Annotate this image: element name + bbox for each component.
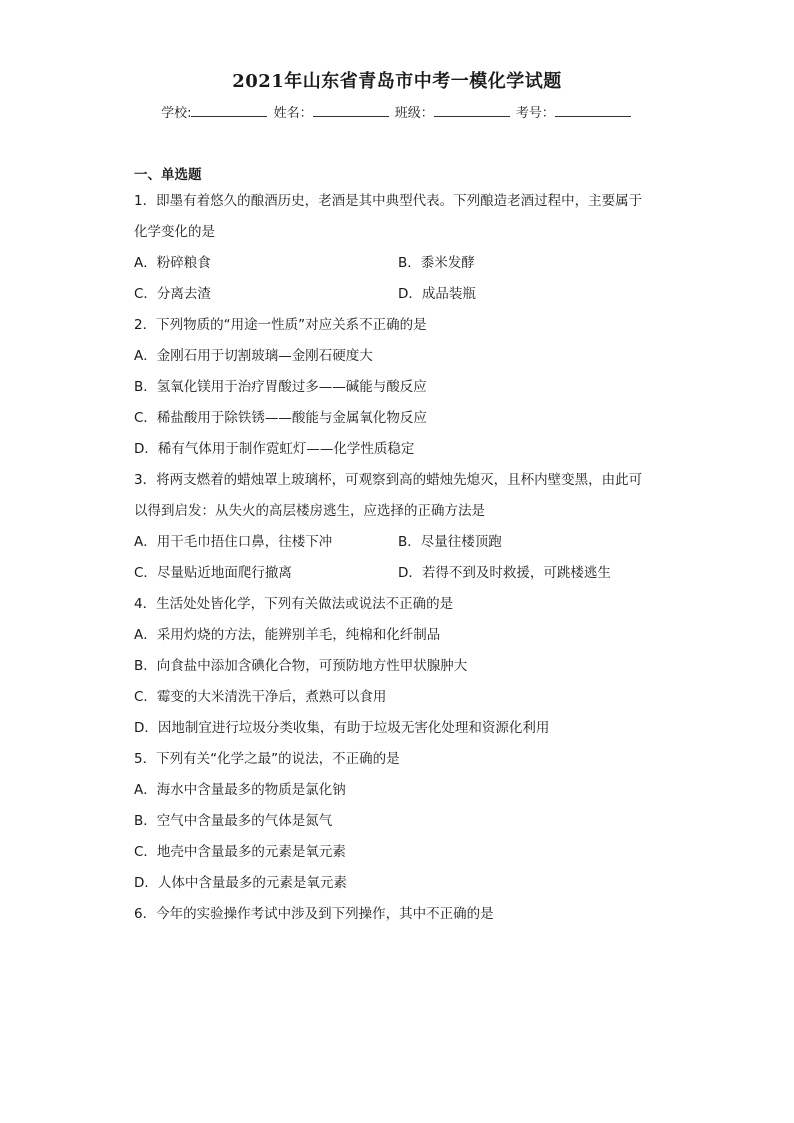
- option-b: B．尽量往楼顶跑: [398, 534, 502, 550]
- option-row: [134, 281, 662, 312]
- option-c: C．地壳中含量最多的元素是氧元素: [134, 844, 346, 860]
- option-a: A．用干毛巾捂住口鼻，往楼下冲: [134, 534, 333, 550]
- name-blank[interactable]: [313, 103, 389, 117]
- question-stem-line: 以得到启发：从失火的高层楼房逃生，应选择的正确方法是: [134, 503, 485, 519]
- option-a: A．金刚石用于切割玻璃—金刚石硬度大: [134, 348, 373, 364]
- question-stem-line: 2．下列物质的“用途一性质”对应关系不正确的是: [134, 317, 427, 333]
- school-field: [161, 103, 269, 124]
- school-blank[interactable]: [191, 103, 267, 117]
- question-stem-line: 化学变化的是: [134, 224, 215, 240]
- question-stem-line: 5．下列有关“化学之最”的说法，不正确的是: [134, 751, 400, 767]
- option-b: B．黍米发酵: [398, 255, 475, 271]
- option-b: B．向食盐中添加含碘化合物，可预防地方性甲状腺肿大: [134, 658, 468, 674]
- name-field: [274, 103, 391, 124]
- option-c: C．霉变的大米清洗干净后，煮熟可以食用: [134, 689, 387, 705]
- option-c: C．分离去渣: [134, 286, 211, 302]
- option-a: A．采用灼烧的方法，能辨别羊毛，纯棉和化纤制品: [134, 627, 441, 643]
- question-list: [134, 188, 662, 932]
- question-4: [134, 591, 662, 746]
- class-field: [395, 103, 512, 124]
- number-field: [516, 103, 633, 124]
- question-stem-line: 3．将两支燃着的蜡烛罩上玻璃杯，可观察到高的蜡烛先熄灭，且杯内壁变黑，由此可: [134, 472, 643, 488]
- class-label: 班级：: [394, 106, 434, 121]
- student-info-row: [0, 103, 794, 124]
- option-c: C．稀盐酸用于除铁锈——酸能与金属氧化物反应: [134, 410, 427, 426]
- school-label: 学校:: [161, 106, 192, 121]
- question-stem-line: 6．今年的实验操作考试中涉及到下列操作，其中不正确的是: [134, 906, 494, 922]
- option-c: C．尽量贴近地面爬行撤离: [134, 565, 292, 581]
- option-a: A．海水中含量最多的物质是氯化钠: [134, 782, 346, 798]
- question-5: [134, 746, 662, 901]
- question-6: [134, 901, 662, 932]
- question-stem-line: 4．生活处处皆化学，下列有关做法或说法不正确的是: [134, 596, 454, 612]
- option-b: B．空气中含量最多的气体是氮气: [134, 813, 333, 829]
- section-heading: 一、单选题: [134, 167, 202, 183]
- question-3: [134, 467, 662, 591]
- option-row: [134, 529, 662, 560]
- exam-title: 2021年山东省青岛市中考一模化学试题: [232, 71, 562, 92]
- option-row: [134, 560, 662, 591]
- option-d: D．因地制宜进行垃圾分类收集，有助于垃圾无害化处理和资源化利用: [134, 720, 550, 736]
- name-label: 姓名：: [273, 106, 313, 121]
- number-blank[interactable]: [555, 103, 631, 117]
- option-b: B．氢氧化镁用于治疗胃酸过多——碱能与酸反应: [134, 379, 427, 395]
- question-1: [134, 188, 662, 312]
- class-blank[interactable]: [434, 103, 510, 117]
- option-a: A．粉碎粮食: [134, 255, 211, 271]
- option-d: D．人体中含量最多的元素是氧元素: [134, 875, 347, 891]
- option-d: D．稀有气体用于制作霓虹灯——化学性质稳定: [134, 441, 415, 457]
- question-2: [134, 312, 662, 467]
- option-d: D．成品装瓶: [398, 286, 476, 302]
- question-stem-line: 1．即墨有着悠久的酿酒历史，老酒是其中典型代表。下列酿造老酒过程中，主要属于: [134, 193, 643, 209]
- option-row: [134, 250, 662, 281]
- number-label: 考号：: [515, 106, 555, 121]
- option-d: D．若得不到及时救援，可跳楼逃生: [398, 565, 611, 581]
